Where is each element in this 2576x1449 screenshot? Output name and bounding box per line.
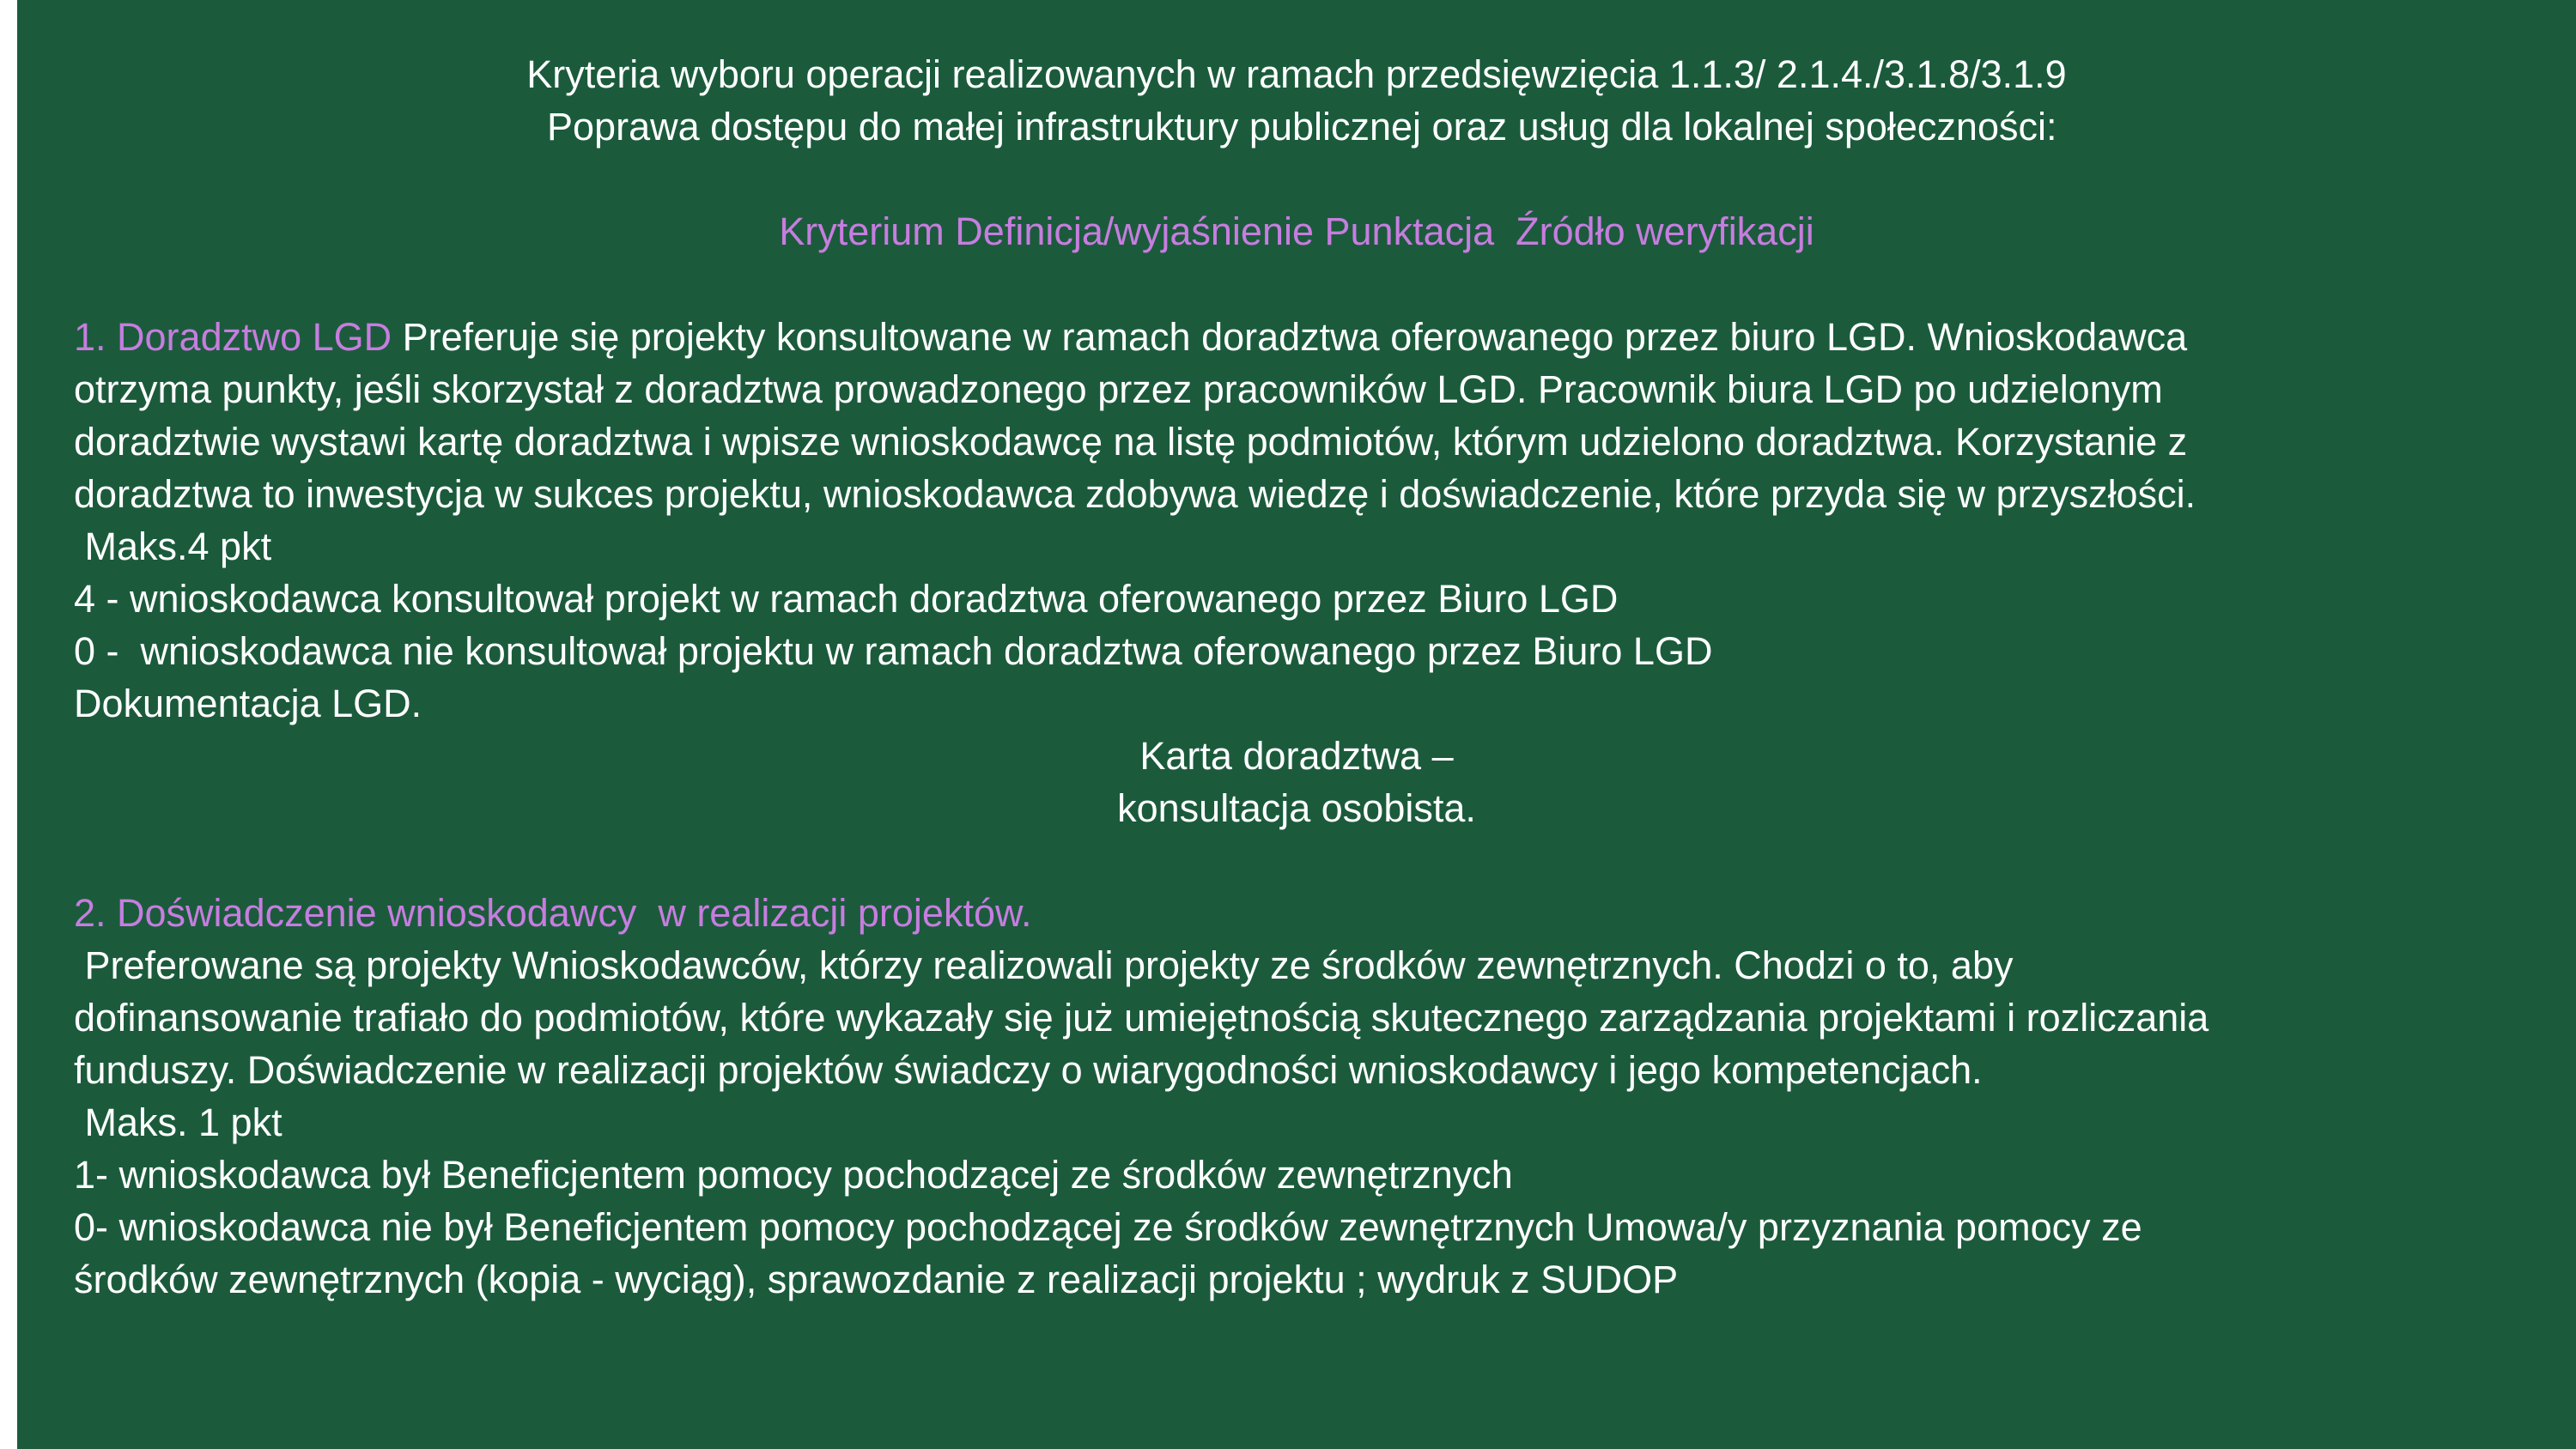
criterion-1-source-center-1: Karta doradztwa – [1139,734,1454,778]
criterion-1-desc-4: doradztwa to inwestycja w sukces projektu, wnioskodawca zdobywa wiedzę i doświadczenie, które przyda się w przyszłości. [74,472,2196,516]
criterion-2-desc-2: dofinansowanie trafiało do podmiotów, które wykazały się już umiejętnością skutecznego zarządzania projektami i rozliczania [74,996,2209,1040]
criterion-2-score-0-2: środków zewnętrznych (kopia - wyciąg), sprawozdanie z realizacji projektu ; wydruk z SUDOP [74,1258,1679,1301]
title-line-2: Poprawa dostępu do małej infrastruktury publicznej oraz usług dla lokalnej społeczności: [536,105,2057,149]
criterion-1-source: Dokumentacja LGD. [74,682,422,725]
slide [17,0,2576,1449]
criterion-1-desc-2: otrzyma punkty, jeśli skorzystał z doradztwa prowadzonego przez pracowników LGD. Pracownik biura LGD po udzielonym [74,367,2163,411]
criterion-1-desc-3: doradztwie wystawi kartę doradztwa i wpisze wnioskodawcę na listę podmiotów, którym udzielono doradztwa. Korzystanie z [74,420,2188,464]
criterion-2-score-0-1: 0- wnioskodawca nie był Beneficjentem pomocy pochodzącej ze środków zewnętrznych Umowa/y przyznania pomocy ze [74,1205,2142,1249]
criterion-1-first-line [74,311,2547,363]
criterion-2-max: Maks. 1 pkt [74,1100,283,1144]
table-header: Kryterium Definicja/wyjaśnienie Punktacja Źródło weryfikacji [779,209,1814,253]
title-line-1: Kryteria wyboru operacji realizowanych w ramach przedsięwzięcia 1.1.3/ 2.1.4./3.1.8/3.1.9 [526,52,2067,96]
spacer [74,834,2547,887]
criterion-1-score-4: 4 - wnioskodawca konsultował projekt w ramach doradztwa oferowanego przez Biuro LGD [74,577,1619,621]
criterion-2-desc-1: Preferowane są projekty Wnioskodawców, którzy realizowali projekty ze środków zewnętrznych. Chodzi o to, aby [74,943,2014,987]
criteria-body [74,311,2547,1306]
criterion-1-max: Maks.4 pkt [74,524,272,568]
criterion-2-name: 2. Doświadczenie wnioskodawcy w realizacji projektów. [74,891,1032,935]
criterion-1-score-0: 0 - wnioskodawca nie konsultował projektu w ramach doradztwa oferowanego przez Biuro LGD [74,629,1713,673]
criterion-2-desc-3: funduszy. Doświadczenie w realizacji projektów świadczy o wiarygodności wnioskodawcy i jego kompetencjach. [74,1048,1983,1092]
criterion-1-desc-1: Preferuje się projekty konsultowane w ramach doradztwa oferowanego przez biuro LGD. Wnioskodawca [392,315,2188,359]
criterion-1-name: 1. Doradztwo LGD [74,315,392,359]
slide-title [17,48,2576,153]
criterion-2-score-1: 1- wnioskodawca był Beneficjentem pomocy pochodzącej ze środków zewnętrznych [74,1153,1513,1197]
criterion-1-source-center-2: konsultacja osobista. [1117,786,1476,830]
